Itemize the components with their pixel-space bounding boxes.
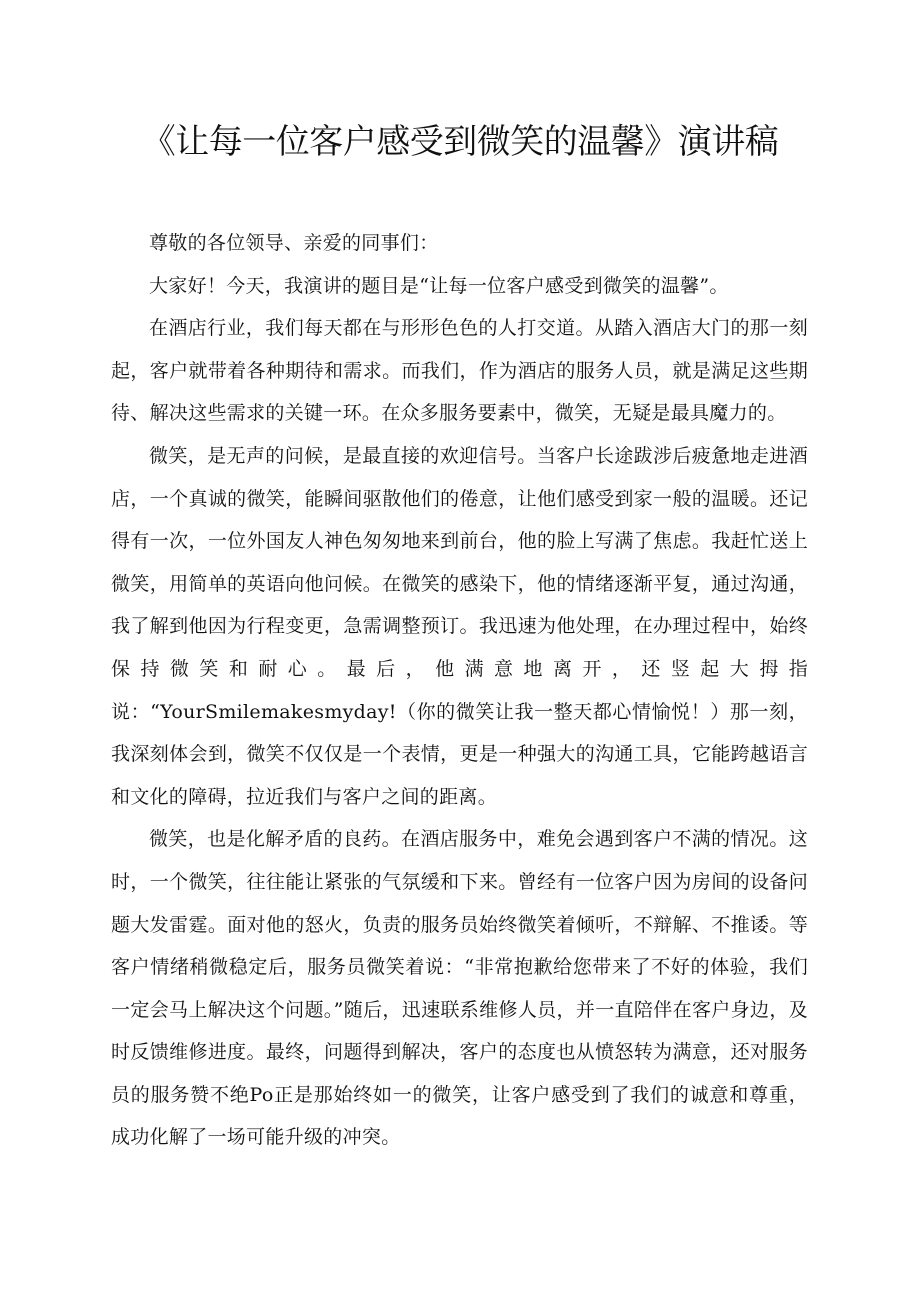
- document-body: [111, 222, 808, 1159]
- paragraph-hotel-industry: 在酒店行业，我们每天都在与形形色色的人打交道。从踏入酒店大门的那一刻起，客户就带着各种期待和需求。而我们，作为酒店的服务人员，就是满足这些期待、解决这些需求的关键一环。在众多服务要素中，微笑，无疑是最具魔力的。: [111, 317, 808, 425]
- paragraph-greeting: 尊敬的各位领导、亲爱的同事们：: [149, 232, 439, 254]
- paragraph-smile-greeting: 微笑，是无声的问候，是最直接的欢迎信号。当客户长途跋涉后疲惫地走进酒店，一个真诚的微笑，能瞬间驱散他们的倦意，让他们感受到家一般的温暖。还记得有一次，一位外国友人神色匆匆地来到前台，他的脸上写满了焦虑。我赶忙送上微笑，用简单的英语向他问候。在微笑的感染下，他的情绪逐渐平复，通过沟通，我了解到他因为行程变更，急需调整预订。我迅速为他处理，在办理过程中，始终保持微笑和耐心。最后，他满意地离开，还竖起大拇指说：“YourSmilemakesmyday!（你的微笑让我一整天都心情愉悦！）那一刻，我深刻体会到，微笑不仅仅是一个表情，更是一种强大的沟通工具，它能跨越语言和文化的障碍，拉近我们与客户之间的距离。: [111, 444, 808, 808]
- document-title: 《让每一位客户感受到微笑的温馨》演讲稿: [141, 122, 779, 162]
- paragraph-smile-remedy: 微笑，也是化解矛盾的良药。在酒店服务中，难免会遇到客户不满的情况。这时，一个微笑，往往能让紧张的气氛缓和下来。曾经有一位客户因为房间的设备问题大发雷霆。面对他的怒火，负责的服务员始终微笑着倾听，不辩解、不推诿。等客户情绪稍微稳定后，服务员微笑着说：“非常抱歉给您带来了不好的体验，我们一定会马上解决这个问题。”随后，迅速联系维修人员，并一直陪伴在客户身边，及时反馈维修进度。最终，问题得到解决，客户的态度也从愤怒转为满意，还对服务员的服务赞不绝Po正是那始终如一的微笑，让客户感受到了我们的诚意和尊重，成功化解了一场可能升级的冲突。: [111, 828, 808, 1149]
- paragraph-intro: 大家好！今天，我演讲的题目是“让每一位客户感受到微笑的温馨”。: [149, 274, 729, 297]
